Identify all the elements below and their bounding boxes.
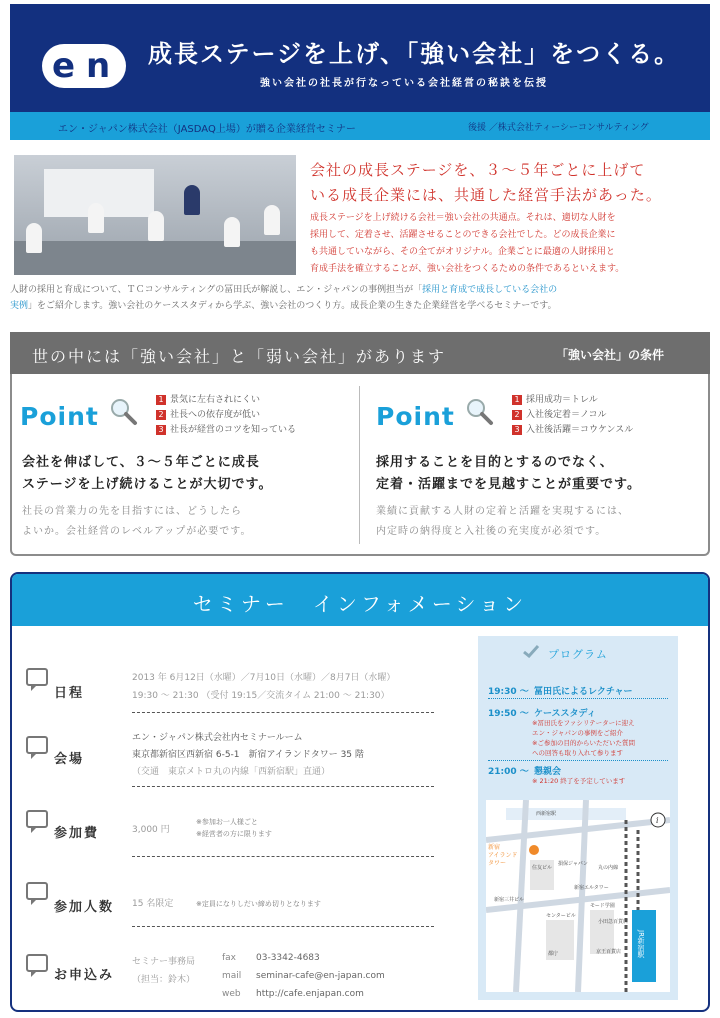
apply-contact: （担当：鈴木） — [132, 975, 196, 985]
num-badge: 2 — [156, 410, 166, 420]
condition-text: 入社後活躍＝コウケンスル — [526, 425, 634, 435]
attendee-figure — [264, 205, 280, 235]
section-title: 世の中には「強い会社」と「弱い会社」があります — [32, 347, 447, 366]
venue-label: 会場 — [54, 752, 85, 767]
point-main-line: 定着・活躍までを見越すことが重要です。 — [376, 477, 641, 492]
num-badge: 3 — [512, 425, 522, 435]
date-line: 2013 年 6月12日（水曜）／7月10日（水曜）／8月7日（水曜） — [132, 673, 396, 683]
fee-note: ※経営者の方に限ります — [196, 830, 272, 838]
point-sub — [376, 502, 706, 542]
condition-item — [156, 407, 356, 420]
lead-body-line: 採用して、定着させ、活躍させることのできる会社でした。どの成長企業に — [310, 230, 616, 240]
program-title: ケーススタディ — [534, 709, 596, 719]
point-sub-line: 業績に貢献する人財の定着と活躍を実現するには、 — [376, 506, 629, 517]
map-label: 損保ジャパン — [558, 861, 588, 867]
lead-body — [310, 210, 710, 278]
dotted-divider — [488, 760, 668, 761]
mail-key: mail — [222, 971, 242, 981]
intro-part: 」をご紹介します。強い会社のケーススタディから学ぶ、強い会社のつくり方。成長企業の生きた企業経営を学べるセミナーです。 — [28, 301, 557, 311]
intro-highlight: 採用と育成で成長している会社の — [422, 285, 558, 295]
apply-office: セミナー事務局 — [132, 957, 196, 967]
page-title: 成長ステージを上げ、「強い会社」をつくる。 — [148, 40, 681, 68]
date-line: 19:30 ～ 21:30 （受付 19:15／交流タイム 21:00 ～ 21:30） — [132, 691, 390, 701]
map-label-station: JR新宿駅 — [637, 930, 645, 958]
program-note: エン・ジャパンの事例をご紹介 — [532, 729, 623, 737]
condition-item — [156, 392, 356, 405]
mail-row[interactable] — [222, 968, 385, 984]
num-badge: 1 — [512, 395, 522, 405]
fee-note: ※参加お一人様ごと — [196, 818, 258, 826]
map-label: 新宿三井ビル — [494, 897, 525, 903]
condition-item — [512, 392, 712, 405]
venue-line: 東京都新宿区西新宿 6-5-1 新宿アイランドタワー 35 階 — [132, 750, 364, 760]
map-label: モード学園 — [590, 903, 615, 909]
speech-bubble-icon — [26, 810, 48, 828]
dashed-divider — [132, 856, 434, 857]
point-sub-line: 社長の営業力の先を目指すには、どうしたら — [22, 506, 242, 517]
organizer-bar — [10, 112, 710, 140]
section-subtitle: 「強い会社」の条件 — [556, 348, 665, 362]
map-label-target: タワー — [488, 860, 507, 867]
condition-list — [512, 392, 712, 437]
map-label-marunouchi: 丸の内線 — [598, 865, 619, 871]
web-row[interactable] — [222, 986, 364, 1002]
lead-heading-line: いる成長企業には、共通した経営手法があった。 — [310, 186, 662, 204]
apply-label: お申込み — [54, 968, 115, 983]
program-panel — [478, 636, 678, 1000]
capacity-value: 15 名限定 — [132, 899, 174, 909]
condition-text: 社長への依存度が低い — [170, 410, 261, 420]
attendee-figure — [26, 223, 42, 253]
attendee-figure — [224, 217, 240, 247]
fee-label: 参加費 — [54, 826, 100, 841]
web-key: web — [222, 989, 241, 999]
seminar-photo — [14, 155, 296, 275]
program-time: 19:30 ～ — [488, 687, 529, 697]
point-sub-line: 内定時の納得度と入社後の充実度が必須です。 — [376, 526, 607, 537]
map-label-nishi: 西新宿駅 — [536, 811, 557, 817]
magnifier-icon — [464, 396, 494, 426]
program-item — [488, 684, 672, 697]
venue-line: エン・ジャパン株式会社内セミナールーム — [132, 733, 303, 743]
speech-bubble-icon — [26, 882, 48, 900]
capacity-note: ※定員になりしだい締め切りとなります — [196, 900, 321, 908]
mail-link[interactable]: seminar-cafe@en-japan.com — [256, 971, 385, 981]
intro-highlight: 実例 — [10, 301, 29, 311]
header-banner — [10, 4, 710, 112]
venue-line: （交通 東京メトロ丸の内線「西新宿駅」直通） — [132, 767, 331, 777]
fax-value: 03-3342-4683 — [256, 953, 320, 963]
en-logo — [42, 44, 126, 88]
map-label: 都庁 — [548, 951, 559, 957]
speech-bubble-icon — [26, 736, 48, 754]
program-title: 懇親会 — [534, 767, 562, 777]
access-map — [486, 800, 670, 992]
map-label: 新宿エルタワー — [574, 885, 609, 891]
magnifier-icon — [108, 396, 138, 426]
capacity-label: 参加人数 — [54, 900, 115, 915]
desk — [14, 241, 296, 275]
map-label-target: アイランド — [488, 852, 518, 859]
point-main-line: 採用することを目的とするのでなく、 — [376, 455, 614, 470]
program-note: への回答も取り入れて参ります — [532, 749, 623, 757]
seminar-info-title: セミナー インフォメーション — [192, 592, 528, 616]
strong-company-band — [10, 332, 710, 374]
point-main-line: ステージを上げ続けることが大切です。 — [22, 477, 273, 492]
point-sub-line: よいか。会社経営のレベルアップが必要です。 — [22, 526, 252, 537]
condition-item — [512, 407, 712, 420]
speech-bubble-icon — [26, 954, 48, 972]
condition-text: 景気に左右されにくい — [170, 395, 261, 405]
logo-e: e — [52, 46, 77, 86]
lead-body-line: 成長ステージを上げ続ける会社＝強い会社の共通点。それは、適切な人財を — [310, 213, 616, 223]
program-note: ※ご参加の目的からいただいた質問 — [532, 739, 635, 747]
condition-text: 社長が経営のコツを知っている — [170, 425, 297, 435]
svg-text:i: i — [656, 816, 659, 825]
map-label: センタービル — [546, 913, 576, 919]
presenter-text: エン・ジャパン株式会社（JASDAQ上場）が贈る企業経営セミナー — [58, 124, 356, 135]
point-main — [22, 452, 352, 496]
dashed-divider — [132, 926, 434, 927]
lead-heading — [310, 158, 710, 208]
num-badge: 1 — [156, 395, 166, 405]
point-main — [376, 452, 706, 496]
program-time: 21:00 ～ — [488, 767, 529, 777]
program-time: 19:50 ～ — [488, 709, 529, 719]
condition-text: 採用成功＝トレル — [526, 395, 598, 405]
program-heading: プログラム — [548, 648, 608, 661]
sponsor-text: 後援 ／株式会社ティーシーコンサルティング — [468, 123, 649, 133]
dotted-divider — [488, 698, 668, 699]
condition-list — [156, 392, 356, 437]
point-sub — [22, 502, 352, 542]
condition-item — [156, 422, 356, 435]
map-label: 小田急百貨店 — [598, 919, 629, 925]
presenter-figure — [184, 185, 200, 215]
attendee-figure — [88, 203, 104, 233]
divider — [359, 386, 360, 544]
point-label: Point — [20, 402, 99, 431]
condition-item — [512, 422, 712, 435]
num-badge: 2 — [512, 410, 522, 420]
lead-heading-line: 会社の成長ステージを、３～５年ごとに上げて — [310, 161, 646, 179]
map-label: 住友ビル — [532, 865, 553, 871]
program-note: ※冨田氏をファシリテーターに迎え — [532, 719, 635, 727]
map-label-target: 新宿 — [488, 844, 501, 851]
point-label: Point — [376, 402, 455, 431]
point-main-line: 会社を伸ばして、３～５年ごとに成長 — [22, 455, 260, 470]
web-link[interactable]: http://cafe.enjapan.com — [256, 989, 364, 999]
lead-body-line: 育成手法を確立することが、強い会社をつくるための条件であるといえます。 — [310, 264, 625, 274]
seminar-info-band — [12, 574, 708, 626]
date-label: 日程 — [54, 686, 85, 701]
logo-n: n — [86, 46, 112, 86]
lead-body-line: も共通していながら、その全てがオリジナル。企業ごとに最適の人財採用と — [310, 247, 615, 257]
fax-key: fax — [222, 953, 237, 963]
fax-row — [222, 950, 320, 966]
fee-value: 3,000 円 — [132, 825, 170, 835]
intro-part: 人財の採用と育成について、ＴＣコンサルティングの冨田氏が解説し、エン・ジャパンの事例担当が「 — [10, 285, 423, 295]
program-title: 冨田氏によるレクチャー — [534, 687, 633, 697]
program-note: ※ 21:20 終了を予定しています — [532, 777, 626, 785]
dashed-divider — [132, 712, 434, 713]
speech-bubble-icon — [26, 668, 48, 686]
page-subtitle: 強い会社の社長が行なっている会社経営の秘訣を伝授 — [260, 78, 548, 89]
num-badge: 3 — [156, 425, 166, 435]
map-label: 京王百貨店 — [596, 949, 622, 955]
attendee-figure — [148, 211, 164, 241]
dashed-divider — [132, 786, 434, 787]
intro-text — [10, 282, 710, 314]
condition-text: 入社後定着＝ノコル — [526, 410, 607, 420]
